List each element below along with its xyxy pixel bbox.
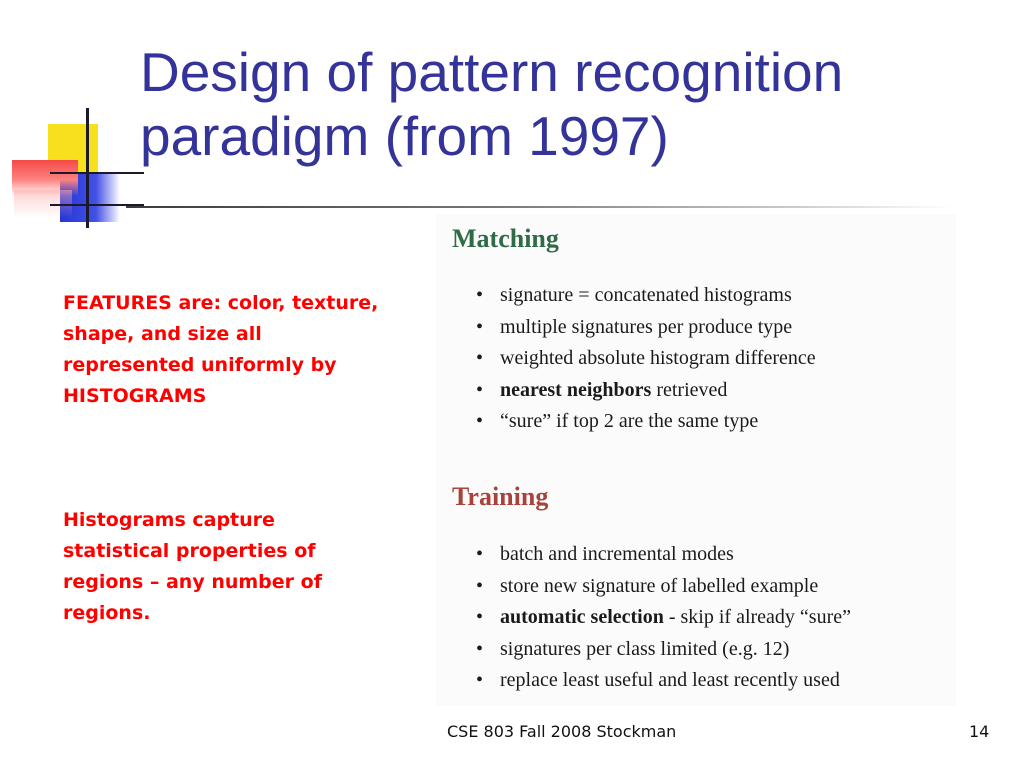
list-item [476, 665, 851, 697]
bullet-icon: • [476, 410, 484, 432]
list-item [476, 634, 851, 666]
footer-course-label: CSE 803 Fall 2008 Stockman [447, 722, 677, 741]
bullet-icon: • [476, 284, 484, 306]
list-item-bold-text: nearest neighbors [500, 378, 652, 401]
list-item-text: - skip if already “sure” [663, 606, 851, 628]
features-paragraph: FEATURES are: color, texture, shape, and size all represented uniformly by HISTOGRAMS [63, 292, 379, 407]
training-heading: Training [452, 482, 549, 511]
bullet-icon: • [476, 315, 484, 338]
list-item [476, 571, 851, 603]
bullet-icon: • [476, 637, 484, 660]
list-item [476, 406, 816, 438]
list-item [476, 375, 816, 407]
bullet-icon: • [476, 378, 484, 401]
list-item-bold-text: automatic selection [500, 606, 664, 628]
deco-vertical-line [86, 108, 89, 228]
slide-title [140, 40, 1000, 168]
title-underline-rule [126, 206, 952, 208]
bullet-icon: • [476, 347, 484, 369]
list-item [476, 312, 816, 344]
list-item-text: multiple signatures per produce type [500, 315, 793, 338]
list-item-text: store new signature of labelled example [500, 574, 819, 597]
list-item-text: retrieved [651, 378, 728, 401]
bullet-icon: • [476, 606, 484, 628]
bullet-icon: • [476, 543, 484, 565]
bullet-icon: • [476, 574, 484, 597]
list-item-text: signature = concatenated histograms [500, 284, 792, 306]
list-item-text: replace least useful and least recently used [500, 669, 840, 691]
histograms-paragraph: Histograms capture statistical properties of regions – any number of regions. [63, 509, 322, 624]
scanned-figure [436, 214, 956, 706]
list-item [476, 343, 816, 375]
deco-horizontal-line-top [50, 172, 144, 174]
training-list [476, 539, 851, 697]
list-item-text: batch and incremental modes [500, 543, 734, 565]
list-item-text: signatures per class limited (e.g. 12) [500, 637, 790, 660]
matching-list [476, 280, 816, 438]
list-item-text: weighted absolute histogram difference [500, 347, 816, 369]
title-line-1: Design of pattern recognition [140, 41, 844, 103]
list-item [476, 280, 816, 312]
list-item [476, 602, 851, 634]
title-line-2: paradigm (from 1997) [140, 105, 669, 167]
matching-heading: Matching [452, 224, 559, 253]
list-item [476, 539, 851, 571]
page-number: 14 [969, 722, 990, 741]
bullet-icon: • [476, 669, 484, 691]
list-item-text: “sure” if top 2 are the same type [500, 410, 759, 432]
